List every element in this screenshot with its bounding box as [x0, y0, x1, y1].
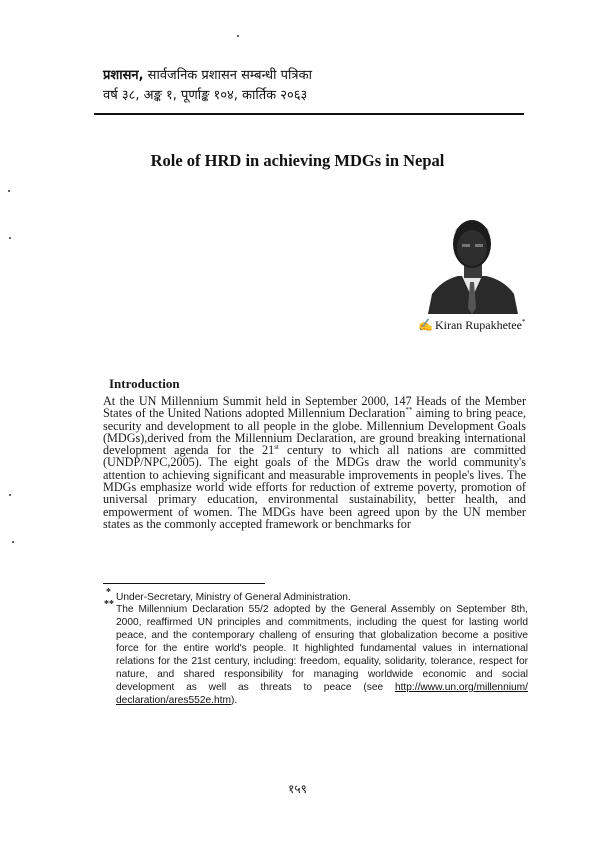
footnote-rule — [103, 583, 265, 584]
footnote-marker-2: ** — [104, 599, 114, 610]
footnote-2 — [116, 603, 528, 707]
intro-paragraph — [103, 395, 526, 530]
journal-name-rest: सार्वजनिक प्रशासन सम्बन्धी पत्रिका — [143, 68, 312, 83]
scan-speck — [9, 494, 11, 496]
ordinal-suffix: st — [274, 443, 279, 452]
journal-name-bold: प्रशासन, — [103, 68, 144, 83]
page-number: १५९ — [288, 782, 307, 796]
journal-title — [103, 66, 312, 86]
footnote-2-text: The Millennium Declaration 55/2 adopted by the General Assembly on September 8th, 2000, reaffirmed UN principles and commitments, including the quest for lasting world peace, and the contemporary challeng of ensuring that globalization become a positive force for the entire world's people. It highlighted fundamental values in international relations for the 21st century, including: freedom, equality, solidarity, tolerance, respect for nature, and shared responsibility for managing worldwide economic and social development as well as threats to peace (see — [116, 604, 528, 693]
paragraph-part-1: At the UN Millennium Summit held in September 2000, 147 Heads of the Member States of the United Nations adopted Millennium Declaration — [103, 394, 526, 421]
paragraph-part-3: century to which all nations are committed (UNDP/NPC,2005). The eight goals of the MDGs draw the world community's attention to achieving significant and measurable improvements in people's lives. The MDGs emphasize world wide efforts for reduction of extreme poverty, promotion of universal primary education, environmental sustainability, better health, and empowerment of women. The MDGs have been agreed upon by the UN member states as the commonly accepted framework or benchmarks for — [103, 443, 526, 531]
footnote-marker-1: * — [106, 587, 111, 598]
author-photo — [424, 210, 520, 314]
author-footnote-mark: * — [521, 318, 526, 326]
paragraph-part-2: aiming to bring peace, security and development to all people in the globe. Millennium Development Goals (MDGs),derived from the Millennium Declaration, are ground breaking international development agenda for the 21 — [103, 406, 526, 458]
journal-header — [103, 66, 312, 106]
article-title: Role of HRD in achieving MDGs in Nepal — [150, 151, 445, 170]
declaration-link[interactable]: http://www.un.org/millennium/ declaration/ares552e.htm — [116, 682, 528, 706]
author-byline — [418, 318, 525, 333]
footnote-2-end: ). — [230, 695, 238, 706]
author-name: Kiran Rupakhetee — [434, 318, 522, 332]
header-rule — [94, 113, 524, 115]
scan-speck — [12, 541, 14, 543]
section-heading: Introduction — [109, 376, 180, 391]
scan-speck — [237, 35, 239, 37]
pen-icon: ✍ — [418, 318, 433, 332]
declaration-footnote-mark: ** — [405, 406, 413, 415]
scan-speck — [8, 190, 10, 192]
scan-speck — [9, 237, 11, 239]
footnote-1: Under-Secretary, Ministry of General Administration. — [116, 592, 351, 603]
issue-line: वर्ष ३८, अङ्क १, पूर्णाङ्क १०४, कार्तिक २०६३ — [103, 88, 308, 103]
